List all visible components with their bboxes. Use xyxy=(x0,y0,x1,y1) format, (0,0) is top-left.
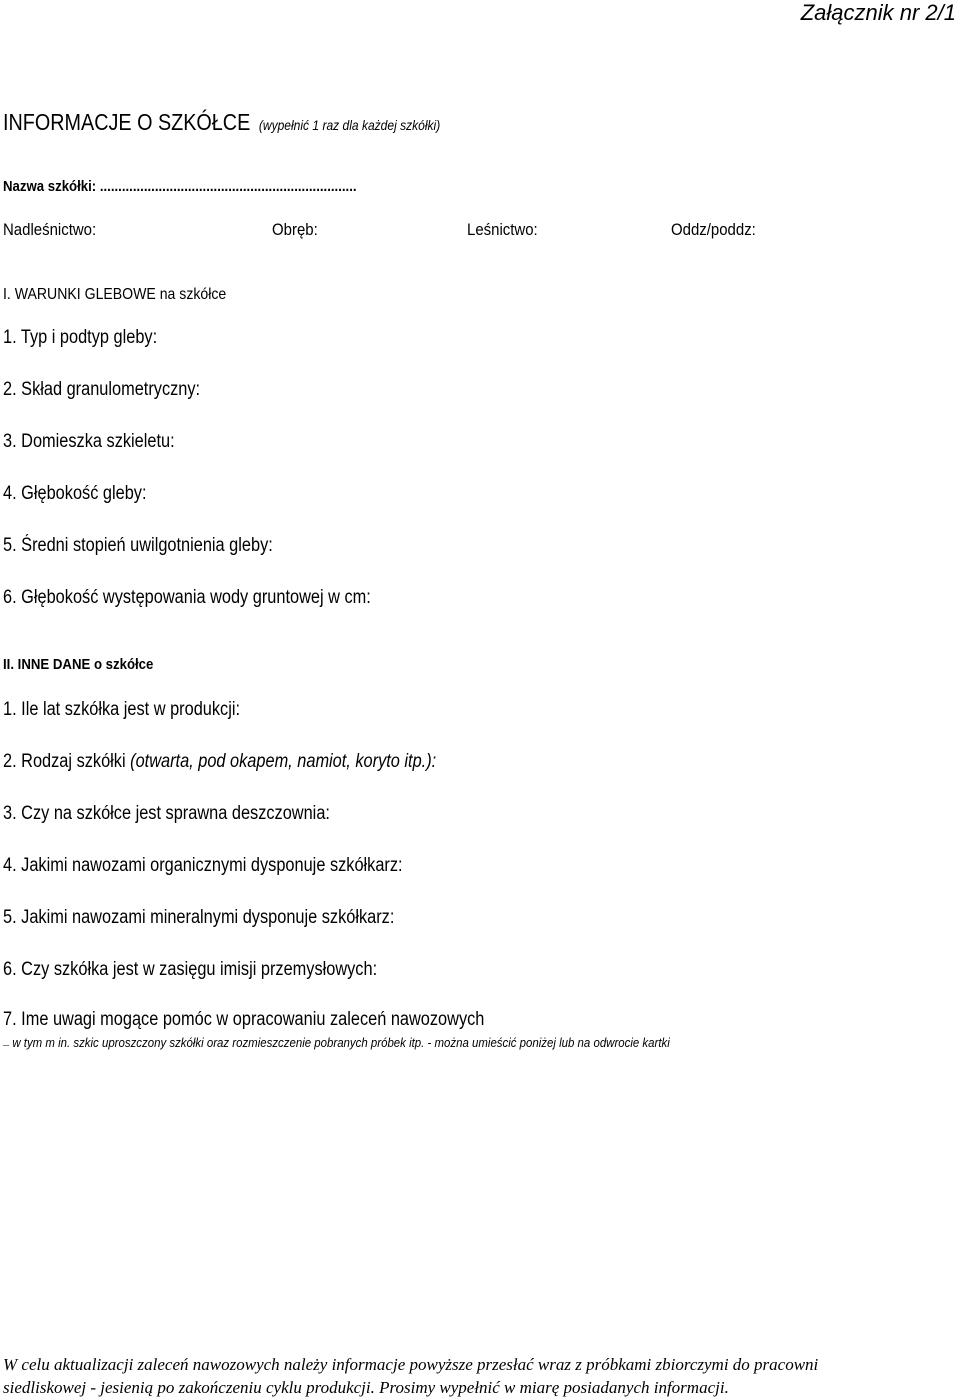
footer-line-2: siedliskowej - jesienią po zakończeniu cyklu produkcji. Prosimy wypełnić w miarę posiadanych informacji. xyxy=(3,1378,729,1397)
field-oddz-poddz: Oddz/poddz: xyxy=(671,220,756,239)
section-1-heading: I. WARUNKI GLEBOWE na szkółce xyxy=(3,286,227,303)
section-2-heading: II. INNE DANE o szkółce xyxy=(3,656,154,673)
soil-item-1: 1. Typ i podtyp gleby: xyxy=(3,327,158,348)
soil-item-2: 2. Skład granulometryczny: xyxy=(3,379,201,400)
other-item-6: 6. Czy szkółka jest w zasięgu imisji przemysłowych: xyxy=(3,959,378,980)
other-item-7: 7. Ime uwagi mogące pomóc w opracowaniu zaleceń nawozowych xyxy=(3,1009,485,1030)
soil-item-6: 6. Głębokość występowania wody gruntowej w cm: xyxy=(3,587,371,608)
remarks-hint xyxy=(3,1035,670,1050)
nursery-name-dots: ...................................................................... xyxy=(99,178,357,195)
other-item-4: 4. Jakimi nawozami organicznymi dysponuje szkółkarz: xyxy=(3,855,403,876)
nursery-name-label: Nazwa szkółki: xyxy=(3,178,97,195)
document-title xyxy=(3,109,440,136)
other-item-2 xyxy=(3,751,436,773)
field-nadlesnictwo: Nadleśnictwo: xyxy=(3,220,97,239)
other-item-2-label: 2. Rodzaj szkółki xyxy=(3,751,131,772)
nursery-name-field xyxy=(3,178,357,195)
hint-dash: — xyxy=(3,1042,10,1049)
footer-line-1: W celu aktualizacji zaleceń nawozowych należy informacje powyższe przesłać wraz z próbkami zbiorczymi do pracowni xyxy=(3,1355,819,1374)
title-text: INFORMACJE O SZKÓŁCE xyxy=(3,109,251,135)
soil-item-5: 5. Średni stopień uwilgotnienia gleby: xyxy=(3,535,273,556)
soil-item-4: 4. Głębokość gleby: xyxy=(3,483,147,504)
other-item-2-note: (otwarta, pod okapem, namiot, koryto itp.): xyxy=(130,751,437,772)
soil-item-3: 3. Domieszka szkieletu: xyxy=(3,431,175,452)
attachment-label: Załącznik nr 2/1 xyxy=(800,0,956,25)
hint-text: w tym m in. szkic uproszczony szkółki oraz rozmieszczenie pobranych próbek itp. - można umieścić poniżej lub na odwrocie kartki xyxy=(9,1035,670,1050)
other-item-3: 3. Czy na szkółce jest sprawna deszczownia: xyxy=(3,803,330,824)
field-lesnictwo: Leśnictwo: xyxy=(467,220,538,239)
other-item-1: 1. Ile lat szkółka jest w produkcji: xyxy=(3,699,241,720)
field-obreb: Obręb: xyxy=(272,220,318,239)
other-item-5: 5. Jakimi nawozami mineralnymi dysponuje szkółkarz: xyxy=(3,907,395,928)
title-note: (wypełnić 1 raz dla każdej szkółki) xyxy=(258,117,441,133)
